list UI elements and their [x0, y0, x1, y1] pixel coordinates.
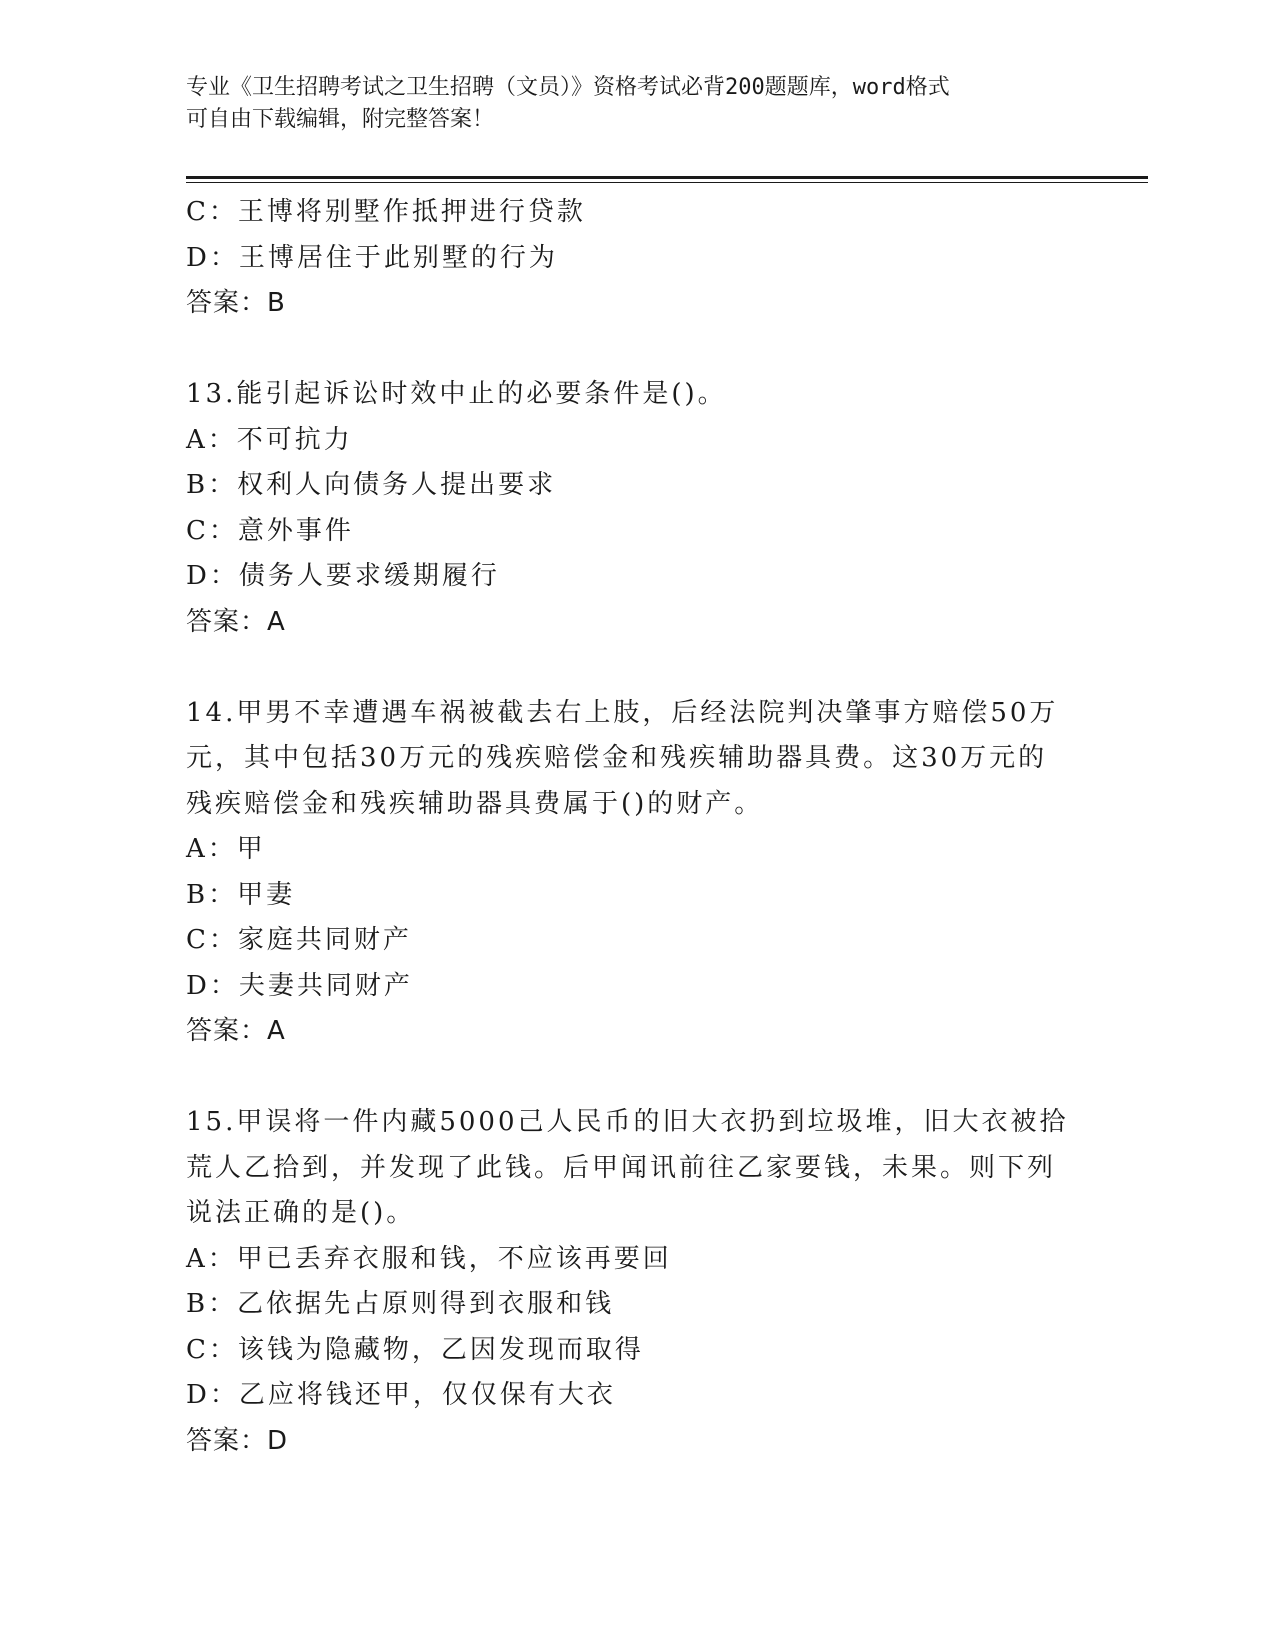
answer-line: 答案：A	[186, 606, 286, 637]
option-b: B：权利人向债务人提出要求	[186, 470, 557, 500]
option-d: D：王博居住于此别墅的行为	[186, 242, 558, 273]
option-a: A：甲	[186, 834, 266, 864]
question-stem: 元，其中包括30万元的残疾赔偿金和残疾辅助器具费。这30万元的	[186, 743, 1048, 773]
answer-line: 答案：A	[186, 1016, 286, 1046]
header-rule-thin	[186, 182, 1148, 183]
answer-line: 答案：D	[186, 1425, 289, 1456]
question-stem: 说法正确的是()。	[186, 1198, 416, 1228]
question-stem: 残疾赔偿金和残疾辅助器具费属于()的财产。	[186, 788, 764, 819]
question-stem: 15.甲误将一件内藏5000己人民币的旧大衣扔到垃圾堆，旧大衣被拾	[186, 1107, 1069, 1137]
option-c: C：王博将别墅作抵押进行贷款	[186, 197, 586, 227]
option-b: B：乙依据先占原则得到衣服和钱	[186, 1289, 615, 1319]
question-14	[186, 691, 1086, 1055]
answer-line: 答案：B	[186, 288, 286, 318]
option-c: C：该钱为隐藏物，乙因发现而取得	[186, 1334, 644, 1365]
option-a: A：甲已丢弃衣服和钱，不应该再要回	[186, 1243, 672, 1274]
spacer	[186, 1055, 1086, 1101]
option-a: A：不可抗力	[186, 424, 353, 455]
header-rule-thick	[186, 176, 1148, 179]
question-list	[186, 190, 1086, 1464]
option-d: D：债务人要求缓期履行	[186, 561, 500, 591]
question-15	[186, 1100, 1086, 1464]
spacer	[186, 645, 1086, 691]
option-c: C：意外事件	[186, 515, 354, 546]
spacer	[186, 327, 1086, 373]
question-13	[186, 372, 1086, 645]
header-line-1: 专业《卫生招聘考试之卫生招聘（文员）》资格考试必背200题题库，word格式	[186, 75, 950, 100]
document-header	[186, 72, 1086, 136]
option-c: C：家庭共同财产	[186, 925, 412, 955]
option-d: D：乙应将钱还甲，仅仅保有大衣	[186, 1380, 616, 1410]
question-stem: 14.甲男不幸遭遇车祸被截去右上肢，后经法院判决肇事方赔偿50万	[186, 697, 1059, 728]
option-b: B：甲妻	[186, 879, 296, 910]
question-stem: 13.能引起诉讼时效中止的必要条件是()。	[186, 379, 727, 409]
question-12-tail	[186, 190, 1086, 327]
option-d: D：夫妻共同财产	[186, 970, 413, 1001]
header-line-2: 可自由下载编辑，附完整答案！	[186, 107, 495, 132]
question-stem: 荒人乙拾到，并发现了此钱。后甲闻讯前往乙家要钱，未果。则下列	[186, 1152, 1057, 1183]
